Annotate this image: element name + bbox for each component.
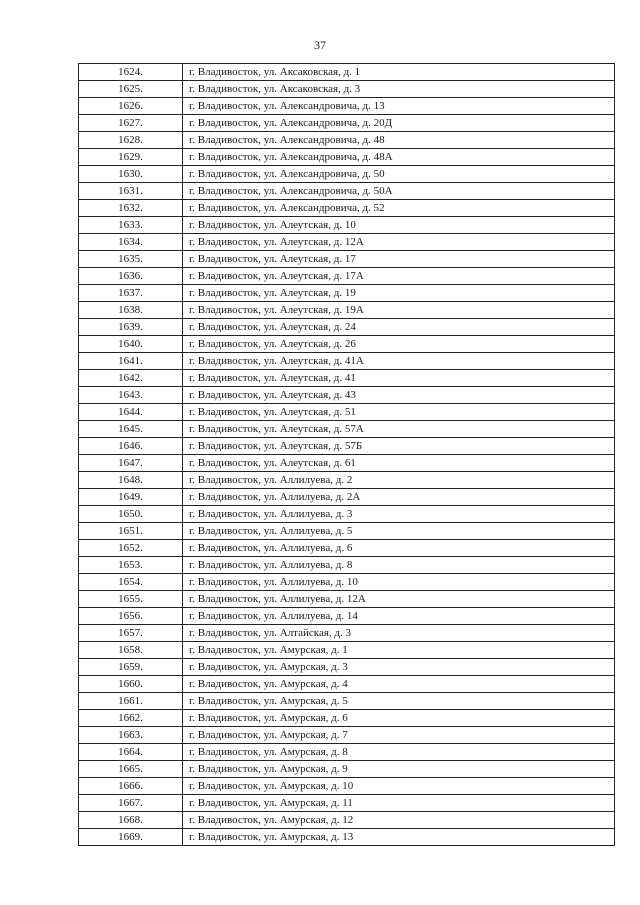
address-cell: г. Владивосток, ул. Алеутская, д. 19 bbox=[183, 285, 615, 302]
address-cell: г. Владивосток, ул. Амурская, д. 11 bbox=[183, 795, 615, 812]
table-row bbox=[79, 200, 615, 217]
address-cell: г. Владивосток, ул. Амурская, д. 4 bbox=[183, 676, 615, 693]
table-row bbox=[79, 64, 615, 81]
table-row bbox=[79, 268, 615, 285]
row-number-cell: 1654. bbox=[79, 574, 183, 591]
address-cell: г. Владивосток, ул. Аллилуева, д. 3 bbox=[183, 506, 615, 523]
row-number-cell: 1637. bbox=[79, 285, 183, 302]
table-row bbox=[79, 285, 615, 302]
table-row bbox=[79, 693, 615, 710]
address-cell: г. Владивосток, ул. Аллилуева, д. 14 bbox=[183, 608, 615, 625]
table-row bbox=[79, 149, 615, 166]
table-row bbox=[79, 132, 615, 149]
address-cell: г. Владивосток, ул. Амурская, д. 10 bbox=[183, 778, 615, 795]
table-row bbox=[79, 625, 615, 642]
row-number-cell: 1644. bbox=[79, 404, 183, 421]
row-number-cell: 1648. bbox=[79, 472, 183, 489]
address-cell: г. Владивосток, ул. Алеутская, д. 57Б bbox=[183, 438, 615, 455]
table-row bbox=[79, 608, 615, 625]
table-row bbox=[79, 812, 615, 829]
address-cell: г. Владивосток, ул. Амурская, д. 1 bbox=[183, 642, 615, 659]
table-row bbox=[79, 166, 615, 183]
row-number-cell: 1624. bbox=[79, 64, 183, 81]
table-row bbox=[79, 234, 615, 251]
row-number-cell: 1636. bbox=[79, 268, 183, 285]
address-cell: г. Владивосток, ул. Алеутская, д. 26 bbox=[183, 336, 615, 353]
address-cell: г. Владивосток, ул. Алеутская, д. 10 bbox=[183, 217, 615, 234]
row-number-cell: 1649. bbox=[79, 489, 183, 506]
address-cell: г. Владивосток, ул. Аллилуева, д. 8 bbox=[183, 557, 615, 574]
page-number: 37 bbox=[314, 38, 326, 52]
address-cell: г. Владивосток, ул. Алеутская, д. 19А bbox=[183, 302, 615, 319]
row-number-cell: 1635. bbox=[79, 251, 183, 268]
table-row bbox=[79, 81, 615, 98]
row-number-cell: 1667. bbox=[79, 795, 183, 812]
row-number-cell: 1643. bbox=[79, 387, 183, 404]
row-number-cell: 1639. bbox=[79, 319, 183, 336]
row-number-cell: 1651. bbox=[79, 523, 183, 540]
row-number-cell: 1634. bbox=[79, 234, 183, 251]
address-cell: г. Владивосток, ул. Алеутская, д. 24 bbox=[183, 319, 615, 336]
table-row bbox=[79, 659, 615, 676]
address-cell: г. Владивосток, ул. Амурская, д. 6 bbox=[183, 710, 615, 727]
table-row bbox=[79, 489, 615, 506]
table-row bbox=[79, 98, 615, 115]
table-row bbox=[79, 710, 615, 727]
row-number-cell: 1663. bbox=[79, 727, 183, 744]
row-number-cell: 1664. bbox=[79, 744, 183, 761]
table-row bbox=[79, 642, 615, 659]
table-row bbox=[79, 183, 615, 200]
address-cell: г. Владивосток, ул. Александровича, д. 48А bbox=[183, 149, 615, 166]
row-number-cell: 1647. bbox=[79, 455, 183, 472]
table-row bbox=[79, 744, 615, 761]
address-cell: г. Владивосток, ул. Амурская, д. 8 bbox=[183, 744, 615, 761]
row-number-cell: 1655. bbox=[79, 591, 183, 608]
row-number-cell: 1629. bbox=[79, 149, 183, 166]
address-cell: г. Владивосток, ул. Алтайская, д. 3 bbox=[183, 625, 615, 642]
address-cell: г. Владивосток, ул. Александровича, д. 20Д bbox=[183, 115, 615, 132]
row-number-cell: 1625. bbox=[79, 81, 183, 98]
table-row bbox=[79, 421, 615, 438]
address-cell: г. Владивосток, ул. Алеутская, д. 17 bbox=[183, 251, 615, 268]
table-row bbox=[79, 472, 615, 489]
table-row bbox=[79, 217, 615, 234]
address-cell: г. Владивосток, ул. Алеутская, д. 17А bbox=[183, 268, 615, 285]
table-row bbox=[79, 778, 615, 795]
address-cell: г. Владивосток, ул. Алеутская, д. 57А bbox=[183, 421, 615, 438]
address-cell: г. Владивосток, ул. Аллилуева, д. 12А bbox=[183, 591, 615, 608]
row-number-cell: 1633. bbox=[79, 217, 183, 234]
row-number-cell: 1666. bbox=[79, 778, 183, 795]
address-cell: г. Владивосток, ул. Аллилуева, д. 10 bbox=[183, 574, 615, 591]
table-row bbox=[79, 370, 615, 387]
address-cell: г. Владивосток, ул. Алеутская, д. 12А bbox=[183, 234, 615, 251]
row-number-cell: 1641. bbox=[79, 353, 183, 370]
address-cell: г. Владивосток, ул. Алеутская, д. 43 bbox=[183, 387, 615, 404]
row-number-cell: 1640. bbox=[79, 336, 183, 353]
row-number-cell: 1653. bbox=[79, 557, 183, 574]
address-table-body bbox=[79, 64, 615, 846]
table-row bbox=[79, 387, 615, 404]
table-row bbox=[79, 795, 615, 812]
row-number-cell: 1657. bbox=[79, 625, 183, 642]
address-cell: г. Владивосток, ул. Александровича, д. 48 bbox=[183, 132, 615, 149]
row-number-cell: 1645. bbox=[79, 421, 183, 438]
address-cell: г. Владивосток, ул. Аксаковская, д. 3 bbox=[183, 81, 615, 98]
address-cell: г. Владивосток, ул. Александровича, д. 50А bbox=[183, 183, 615, 200]
table-row bbox=[79, 829, 615, 846]
row-number-cell: 1630. bbox=[79, 166, 183, 183]
address-cell: г. Владивосток, ул. Амурская, д. 5 bbox=[183, 693, 615, 710]
table-row bbox=[79, 115, 615, 132]
address-cell: г. Владивосток, ул. Алеутская, д. 51 bbox=[183, 404, 615, 421]
address-cell: г. Владивосток, ул. Алеутская, д. 41 bbox=[183, 370, 615, 387]
table-row bbox=[79, 761, 615, 778]
row-number-cell: 1665. bbox=[79, 761, 183, 778]
address-cell: г. Владивосток, ул. Александровича, д. 13 bbox=[183, 98, 615, 115]
row-number-cell: 1628. bbox=[79, 132, 183, 149]
address-cell: г. Владивосток, ул. Аллилуева, д. 5 bbox=[183, 523, 615, 540]
row-number-cell: 1627. bbox=[79, 115, 183, 132]
address-cell: г. Владивосток, ул. Аллилуева, д. 6 bbox=[183, 540, 615, 557]
table-row bbox=[79, 302, 615, 319]
table-row bbox=[79, 319, 615, 336]
address-table bbox=[78, 63, 615, 846]
row-number-cell: 1626. bbox=[79, 98, 183, 115]
table-row bbox=[79, 557, 615, 574]
row-number-cell: 1632. bbox=[79, 200, 183, 217]
row-number-cell: 1631. bbox=[79, 183, 183, 200]
row-number-cell: 1659. bbox=[79, 659, 183, 676]
address-cell: г. Владивосток, ул. Амурская, д. 9 bbox=[183, 761, 615, 778]
row-number-cell: 1652. bbox=[79, 540, 183, 557]
address-cell: г. Владивосток, ул. Алеутская, д. 61 bbox=[183, 455, 615, 472]
address-cell: г. Владивосток, ул. Аллилуева, д. 2А bbox=[183, 489, 615, 506]
table-row bbox=[79, 353, 615, 370]
table-row bbox=[79, 455, 615, 472]
row-number-cell: 1646. bbox=[79, 438, 183, 455]
row-number-cell: 1650. bbox=[79, 506, 183, 523]
address-cell: г. Владивосток, ул. Аллилуева, д. 2 bbox=[183, 472, 615, 489]
row-number-cell: 1638. bbox=[79, 302, 183, 319]
table-row bbox=[79, 676, 615, 693]
row-number-cell: 1668. bbox=[79, 812, 183, 829]
address-cell: г. Владивосток, ул. Амурская, д. 13 bbox=[183, 829, 615, 846]
table-row bbox=[79, 574, 615, 591]
table-row bbox=[79, 523, 615, 540]
table-row bbox=[79, 251, 615, 268]
address-cell: г. Владивосток, ул. Алеутская, д. 41А bbox=[183, 353, 615, 370]
row-number-cell: 1642. bbox=[79, 370, 183, 387]
table-row bbox=[79, 540, 615, 557]
row-number-cell: 1661. bbox=[79, 693, 183, 710]
row-number-cell: 1660. bbox=[79, 676, 183, 693]
table-row bbox=[79, 336, 615, 353]
table-row bbox=[79, 727, 615, 744]
address-cell: г. Владивосток, ул. Аксаковская, д. 1 bbox=[183, 64, 615, 81]
table-row bbox=[79, 591, 615, 608]
table-row bbox=[79, 506, 615, 523]
table-row bbox=[79, 438, 615, 455]
address-cell: г. Владивосток, ул. Амурская, д. 3 bbox=[183, 659, 615, 676]
row-number-cell: 1662. bbox=[79, 710, 183, 727]
address-cell: г. Владивосток, ул. Александровича, д. 50 bbox=[183, 166, 615, 183]
address-cell: г. Владивосток, ул. Александровича, д. 52 bbox=[183, 200, 615, 217]
row-number-cell: 1658. bbox=[79, 642, 183, 659]
address-cell: г. Владивосток, ул. Амурская, д. 7 bbox=[183, 727, 615, 744]
address-cell: г. Владивосток, ул. Амурская, д. 12 bbox=[183, 812, 615, 829]
row-number-cell: 1669. bbox=[79, 829, 183, 846]
row-number-cell: 1656. bbox=[79, 608, 183, 625]
table-row bbox=[79, 404, 615, 421]
